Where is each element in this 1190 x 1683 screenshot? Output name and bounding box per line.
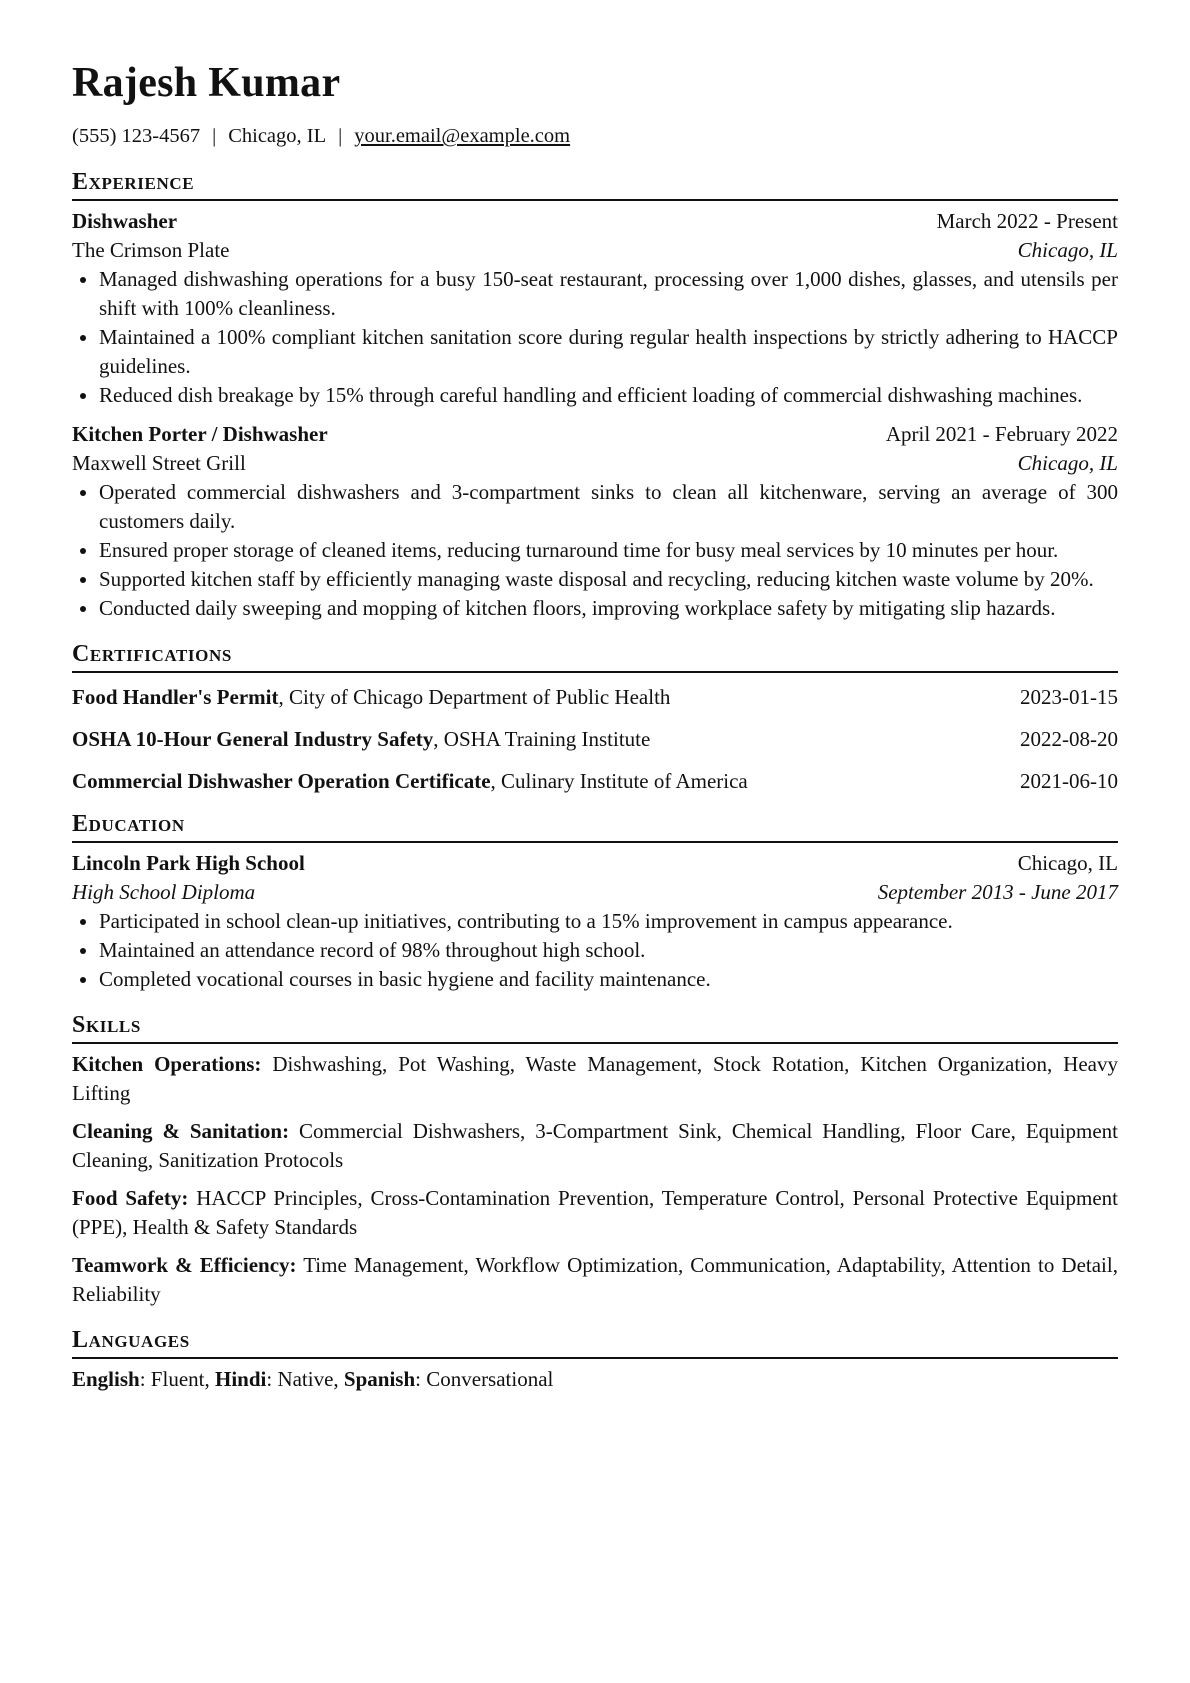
skill-items: Commercial Dishwashers, 3-Compartment Sink, Chemical Handling, Floor Care, Equipment Cleaning, Sanitization Protocols xyxy=(72,1119,1118,1172)
job-dates: March 2022 - Present xyxy=(936,209,1118,233)
bullet-item: • Managed dishwashing operations for a busy 150-seat restaurant, processing over 1,000 dishes, glasses, and utensils per shift with 100% cleanliness. xyxy=(99,265,1118,323)
location: Chicago, IL xyxy=(228,125,327,147)
section-title: Experience xyxy=(72,169,195,195)
language-name: English xyxy=(72,1367,140,1391)
certification-row xyxy=(72,683,1118,712)
section-title: Skills xyxy=(72,1012,141,1038)
section-divider xyxy=(72,1042,1118,1044)
bullet-item: • Participated in school clean-up initiatives, contributing to a 15% improvement in campus appearance. xyxy=(99,907,1118,936)
certification-name: Food Handler's Permit xyxy=(72,685,279,709)
certifications-section xyxy=(72,639,1118,796)
languages-line xyxy=(72,1365,1118,1394)
job-header xyxy=(72,207,1118,236)
job-entry xyxy=(72,207,1118,410)
job-bullets xyxy=(72,478,1118,623)
job-bullets xyxy=(72,265,1118,410)
certification-issuer: , Culinary Institute of America xyxy=(490,769,748,793)
education-bullets xyxy=(72,907,1118,994)
school-location: Chicago, IL xyxy=(1017,851,1118,875)
skill-items: HACCP Principles, Cross-Contamination Prevention, Temperature Control, Personal Protective Equipment (PPE), Health & Safety Standards xyxy=(72,1186,1118,1239)
company-name: Maxwell Street Grill xyxy=(72,451,246,475)
degree: High School Diploma xyxy=(72,880,256,904)
contact-line xyxy=(72,122,1118,151)
section-divider xyxy=(72,199,1118,201)
certification-info xyxy=(72,683,670,712)
certification-info xyxy=(72,725,650,754)
phone: (555) 123-4567 xyxy=(72,125,201,147)
job-role: Dishwasher xyxy=(72,209,178,233)
bullet-item: • Operated commercial dishwashers and 3-compartment sinks to clean all kitchenware, serving an average of 300 customers daily. xyxy=(99,478,1118,536)
section-title: Certifications xyxy=(72,641,232,667)
skills-section xyxy=(72,1010,1118,1309)
job-location: Chicago, IL xyxy=(1017,451,1118,475)
section-divider xyxy=(72,841,1118,843)
languages-section xyxy=(72,1325,1118,1394)
school-name: Lincoln Park High School xyxy=(72,851,305,875)
resume xyxy=(72,58,1118,1394)
certification-issuer: , OSHA Training Institute xyxy=(433,727,651,751)
language-level: : Conversational xyxy=(415,1367,554,1391)
skill-items: Time Management, Workflow Optimization, Communication, Adaptability, Attention to Detail, Reliability xyxy=(72,1253,1118,1306)
skill-group xyxy=(72,1117,1118,1175)
candidate-name: Rajesh Kumar xyxy=(72,60,341,106)
certification-name: OSHA 10-Hour General Industry Safety xyxy=(72,727,434,751)
job-subheader xyxy=(72,449,1118,478)
certification-row xyxy=(72,725,1118,754)
experience-section xyxy=(72,167,1118,623)
skill-items: Dishwashing, Pot Washing, Waste Management, Stock Rotation, Kitchen Organization, Heavy Lifting xyxy=(72,1052,1118,1105)
skill-group xyxy=(72,1050,1118,1108)
bullet-item: • Ensured proper storage of cleaned items, reducing turnaround time for busy meal services by 10 minutes per hour. xyxy=(99,536,1118,565)
skill-group xyxy=(72,1184,1118,1242)
job-dates: April 2021 - February 2022 xyxy=(885,422,1118,446)
bullet-item: • Maintained a 100% compliant kitchen sanitation score during regular health inspections by strictly adhering to HACCP guidelines. xyxy=(99,323,1118,381)
bullet-item: • Completed vocational courses in basic hygiene and facility maintenance. xyxy=(99,965,1118,994)
certification-date: 2021-06-10 xyxy=(1020,769,1118,793)
bullet-item: • Maintained an attendance record of 98% throughout high school. xyxy=(99,936,1118,965)
email-link[interactable]: your.email@example.com xyxy=(354,125,571,147)
job-location: Chicago, IL xyxy=(1017,238,1118,262)
job-subheader xyxy=(72,236,1118,265)
certification-info xyxy=(72,767,748,796)
skill-label: Teamwork & Efficiency: xyxy=(72,1253,297,1277)
language-level: : Fluent, xyxy=(139,1367,215,1391)
education-section xyxy=(72,809,1118,994)
certification-date: 2022-08-20 xyxy=(1020,727,1118,751)
job-entry xyxy=(72,420,1118,623)
certification-date: 2023-01-15 xyxy=(1020,685,1118,709)
skill-label: Cleaning & Sanitation: xyxy=(72,1119,290,1143)
section-divider xyxy=(72,671,1118,673)
section-title: Education xyxy=(72,811,185,837)
separator: | xyxy=(338,125,343,147)
language-name: Hindi xyxy=(214,1367,267,1391)
skill-group xyxy=(72,1251,1118,1309)
bullet-item: • Supported kitchen staff by efficiently managing waste disposal and recycling, reducing kitchen waste volume by 20%. xyxy=(99,565,1118,594)
section-title: Languages xyxy=(72,1327,190,1353)
skill-label: Kitchen Operations: xyxy=(72,1052,262,1076)
bullet-item: • Conducted daily sweeping and mopping of kitchen floors, improving workplace safety by mitigating slip hazards. xyxy=(99,594,1118,623)
education-dates: September 2013 - June 2017 xyxy=(877,880,1118,904)
skill-label: Food Safety: xyxy=(72,1186,189,1210)
certification-issuer: , City of Chicago Department of Public Health xyxy=(278,685,671,709)
bullet-item: • Reduced dish breakage by 15% through careful handling and efficient loading of commercial dishwashing machines. xyxy=(99,381,1118,410)
language-name: Spanish xyxy=(343,1367,416,1391)
section-divider xyxy=(72,1357,1118,1359)
certification-name: Commercial Dishwasher Operation Certificate xyxy=(72,769,491,793)
job-header xyxy=(72,420,1118,449)
separator: | xyxy=(212,125,217,147)
job-role: Kitchen Porter / Dishwasher xyxy=(72,422,328,446)
certification-row xyxy=(72,767,1118,796)
company-name: The Crimson Plate xyxy=(72,238,230,262)
language-level: : Native, xyxy=(266,1367,344,1391)
